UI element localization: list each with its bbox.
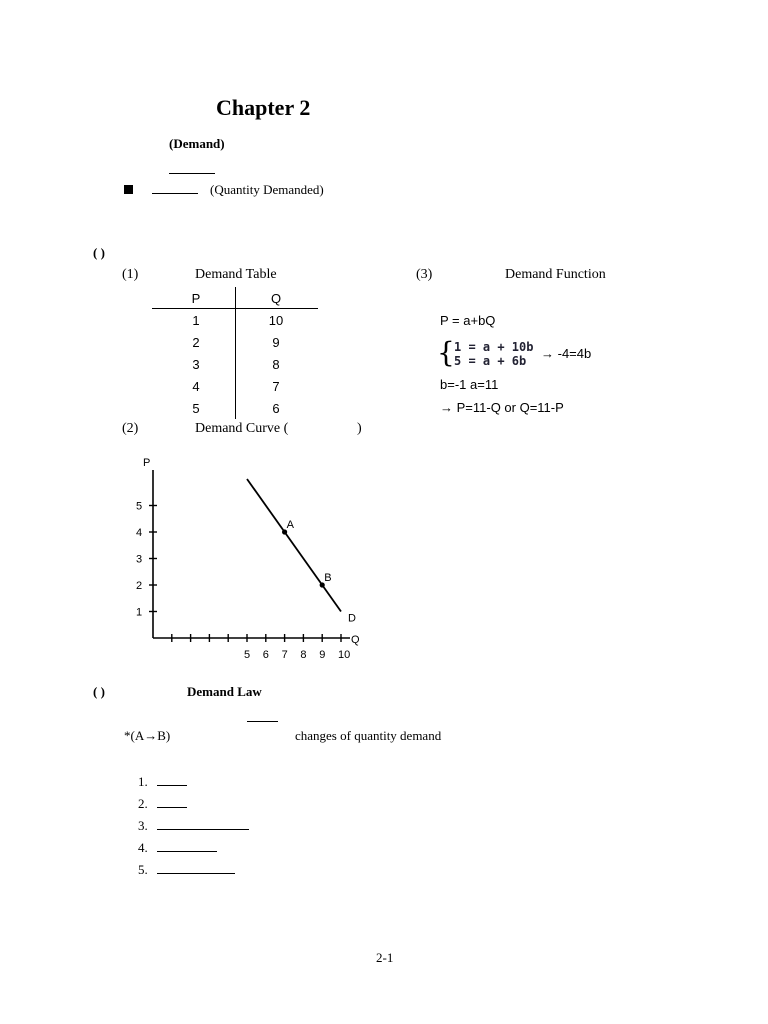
table-cell-q: 10 — [268, 313, 284, 328]
law-example-tail: changes of quantity demand — [295, 728, 442, 743]
equation-solution: b=-1 a=11 — [440, 377, 499, 392]
x-tick-label: 9 — [319, 649, 326, 661]
x-tick-label: 10 — [338, 649, 351, 661]
definition-blank — [169, 160, 215, 179]
demand-table — [152, 287, 320, 422]
function-form: P = a+bQ — [440, 313, 496, 328]
function-heading: Demand Function — [505, 267, 606, 282]
equation-result: → -4=4b — [541, 346, 592, 361]
demand-curve-chart — [120, 452, 370, 664]
table-heading: Demand Table — [195, 267, 277, 282]
x-tick-label: 8 — [300, 649, 307, 661]
list-item-blank — [157, 816, 249, 830]
series-label: D — [348, 612, 356, 625]
function-heading-number: (3) — [416, 267, 433, 282]
point-label: B — [324, 572, 332, 584]
demand-law-heading: Demand Law — [187, 684, 262, 699]
y-tick-label: 3 — [136, 553, 143, 566]
law-blank — [247, 708, 278, 727]
list-item — [138, 772, 187, 790]
table-cell-p: 3 — [192, 357, 200, 372]
list-item — [138, 860, 235, 878]
table-cell-q: 9 — [272, 335, 280, 350]
curve-heading: Demand Curve ( — [195, 421, 289, 436]
quantity-demanded-label: (Quantity Demanded) — [210, 182, 324, 197]
equation-2: 5 = a + 6b — [454, 354, 527, 368]
x-axis-label: Q — [351, 634, 360, 646]
y-axis-label: P — [143, 457, 151, 469]
page-subtitle: (Demand) — [169, 136, 225, 151]
list-item-number: 5. — [138, 862, 148, 877]
list-item — [138, 838, 217, 856]
table-column-rule — [235, 287, 236, 419]
law-example: *(A→B) — [124, 728, 171, 743]
list-item — [138, 816, 249, 834]
point-label: A — [286, 519, 294, 531]
y-tick-label: 2 — [136, 580, 143, 592]
list-item-number: 2. — [138, 796, 148, 811]
table-cell-p: 1 — [192, 313, 200, 328]
list-item-blank — [157, 772, 187, 786]
x-tick-label: 5 — [244, 649, 251, 661]
table-cell-q: 6 — [272, 401, 280, 416]
list-item-number: 1. — [138, 774, 148, 789]
x-tick-label: 7 — [281, 649, 288, 661]
y-tick-label: 4 — [136, 527, 143, 539]
list-item-blank — [157, 794, 187, 808]
y-tick-label: 5 — [136, 500, 143, 513]
page-title: Chapter 2 — [216, 95, 311, 120]
curve-heading-number: (2) — [122, 421, 139, 436]
curve-heading-close: ) — [357, 421, 362, 436]
x-tick-label: 6 — [262, 649, 269, 661]
list-item-number: 4. — [138, 840, 148, 855]
demand-line — [247, 479, 341, 612]
table-header-q: Q — [270, 291, 282, 306]
bullet-line — [124, 180, 324, 198]
equation-system — [454, 340, 536, 368]
list-item-blank — [157, 860, 235, 874]
square-bullet-icon — [124, 185, 133, 194]
section-marker-1: ( ) — [93, 245, 105, 260]
list-item-number: 3. — [138, 818, 148, 833]
table-cell-q: 8 — [272, 357, 280, 372]
equation-1: 1 = a + 10b — [454, 340, 534, 354]
table-heading-number: (1) — [122, 267, 139, 282]
final-function: → P=11-Q or Q=11-P — [440, 400, 564, 415]
table-cell-p: 2 — [192, 335, 200, 350]
page-number: 2-1 — [376, 950, 394, 965]
quantity-demanded-blank — [152, 180, 198, 194]
table-cell-p: 4 — [192, 379, 200, 394]
equation-brace: { — [437, 336, 455, 369]
y-tick-label: 1 — [136, 606, 143, 619]
list-item-blank — [157, 838, 217, 852]
section-marker-2: ( ) — [93, 684, 105, 699]
table-header-p: P — [191, 291, 201, 306]
table-cell-p: 5 — [192, 401, 200, 416]
list-item — [138, 794, 187, 812]
table-cell-q: 7 — [272, 379, 280, 394]
